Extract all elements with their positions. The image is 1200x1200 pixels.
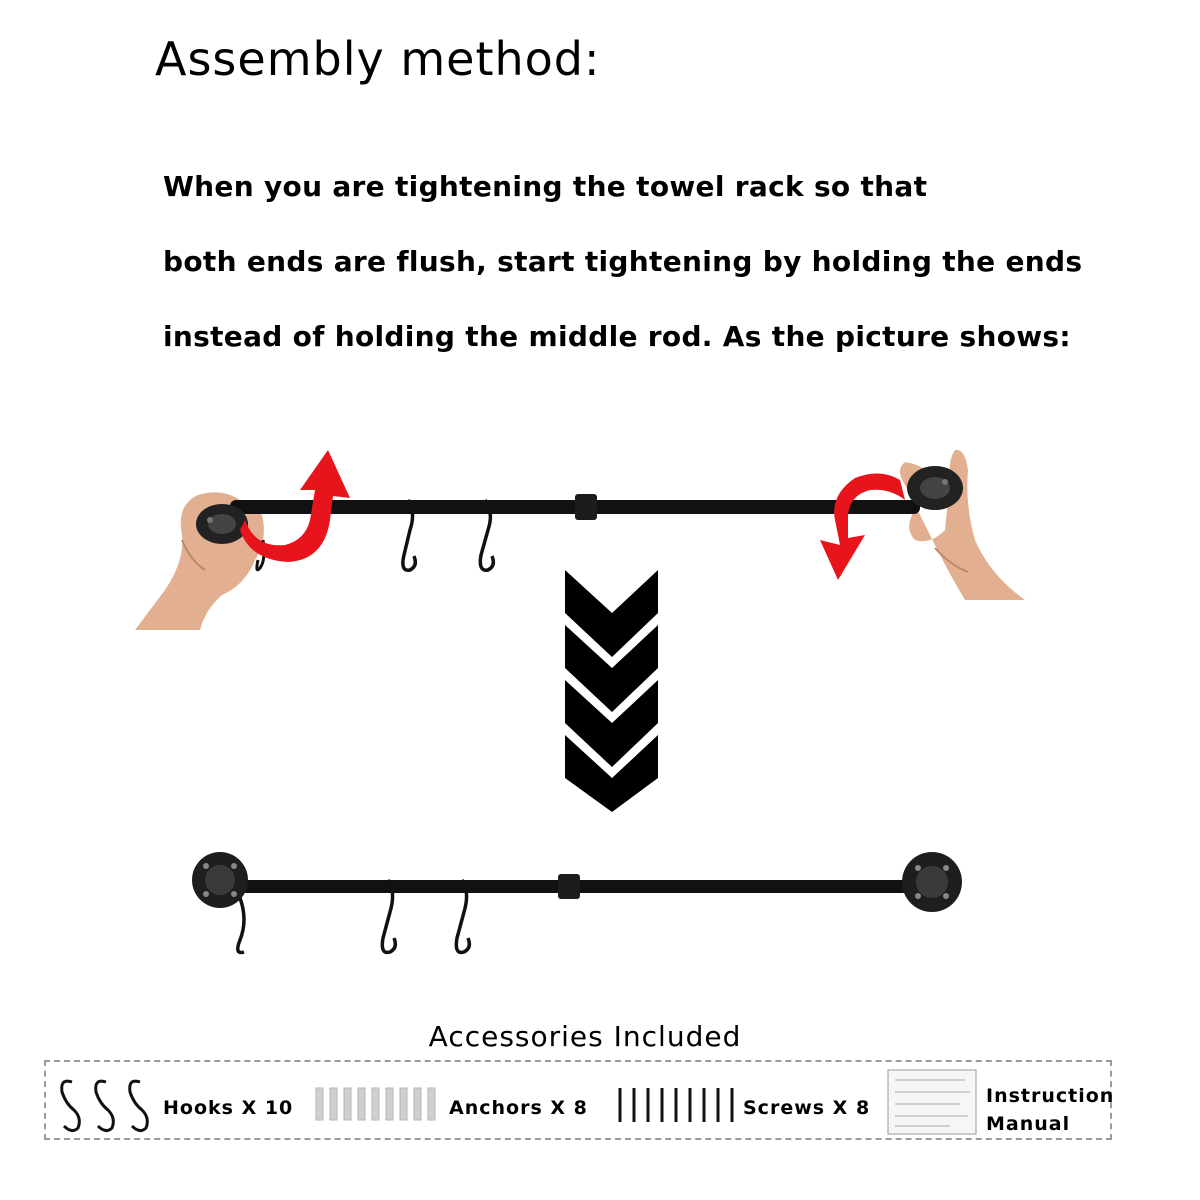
anchors-label: Anchors X 8: [449, 1097, 588, 1119]
instruction-line-1: When you are tightening the towel rack so that: [163, 170, 928, 203]
hooks-label: Hooks X 10: [163, 1097, 294, 1119]
instruction-line-3: instead of holding the middle rod. As the picture shows:: [163, 320, 1071, 353]
assembled-rack: [192, 852, 962, 953]
down-chevrons-icon: [565, 570, 658, 812]
instruction-line-2: both ends are flush, start tightening by holding the ends: [163, 245, 1083, 278]
manual-label-line2: Manual: [986, 1113, 1071, 1135]
rotation-arrow-right: [820, 473, 905, 580]
manual-label: [986, 1082, 1114, 1138]
accessories-heading: Accessories Included: [428, 1020, 742, 1053]
manual-label-line1: Instruction: [986, 1085, 1115, 1107]
screws-label: Screws X 8: [743, 1097, 871, 1119]
page-title: Assembly method:: [155, 32, 601, 86]
